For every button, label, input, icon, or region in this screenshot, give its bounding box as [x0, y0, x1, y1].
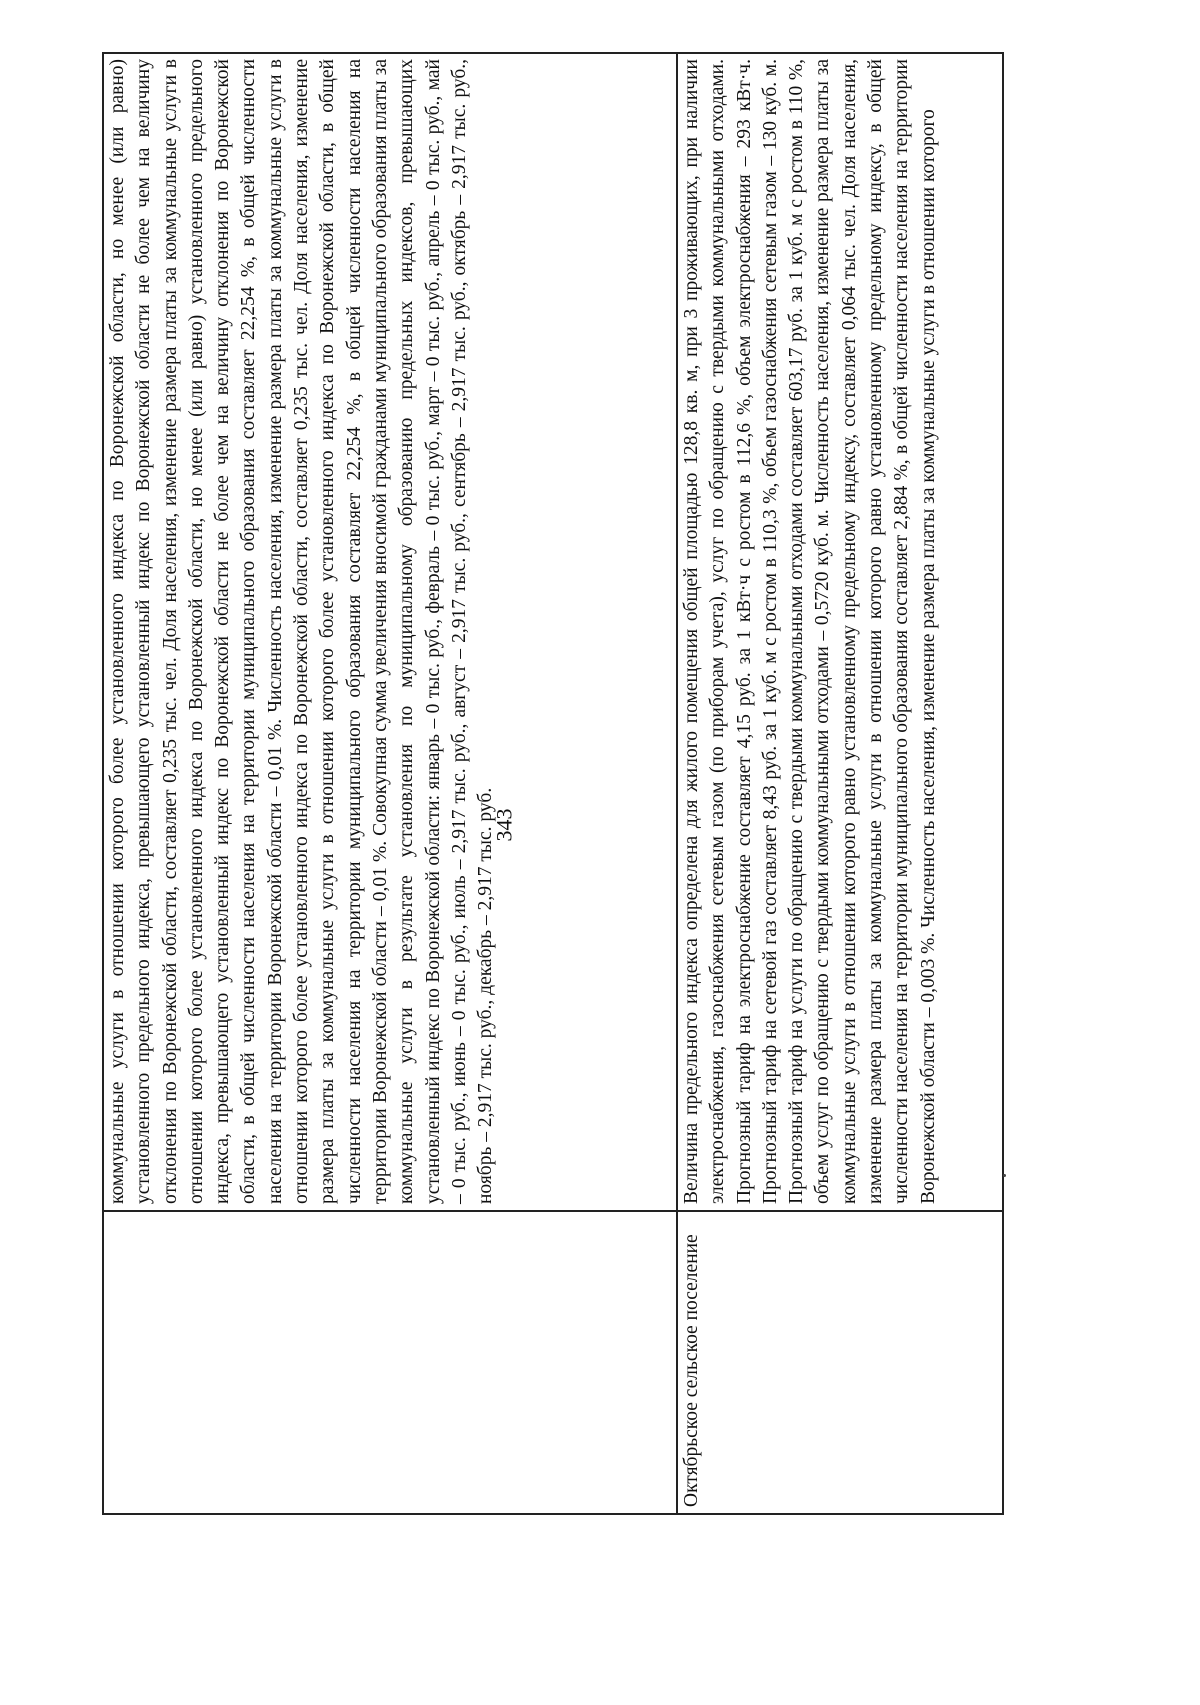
rotated-table-wrapper	[102, 59, 1002, 1515]
rotated-table-inner	[102, 59, 1002, 1515]
settlement-name-cell: Октябрьское сельское поселение	[677, 1211, 1003, 1514]
page-number: 343	[491, 808, 517, 842]
description-cell: Величина предельного индекса определена для жилого помещения общей площадью 128,8 кв. м, при 3 проживающих, при наличии электроснабжения, газоснабжения сетевым газом (по приборам учета), услуг по обращению с твердыми коммунальными отходами. Прогнозный тариф на электроснабжение составляет 4,15 руб. за 1 кВт·ч с ростом в 112,6 %, объем электроснабжения – 293 кВт·ч. Прогнозный тариф на сетевой газ составляет 8,43 руб. за 1 куб. м с ростом в 110,3 %, объем газоснабжения сетевым газом – 130 куб. м. Прогнозный тариф на услуги по обращению с твердыми коммунальными отходами составляет 603,17 руб. за 1 куб. м с ростом в 110 %, объем услуг по обращению с твердыми коммунальными отходами – 0,5720 куб. м. Численность населения, изменение размера платы за коммунальные услуги в отношении которого равно установленному предельному индексу, составляет 0,064 тыс. чел. Доля населения, изменение размера платы за коммунальные услуги в отношении которого равно установленному предельному индексу, в общей численности населения на территории муниципального образования составляет 2,884 %, в общей численности населения на территории Воронежской области – 0,003 %. Численность населения, изменение размера платы за коммунальные услуги в отношении которого	[677, 53, 1003, 1211]
description-cell: коммунальные услуги в отношении которого более установленного индекса по Воронежской области, но менее (или равно) установленного предельного индекса, превышающего установленный индекс по Воронежской области не более чем на величину отклонения по Воронежской области, составляет 0,235 тыс. чел. Доля населения, изменение размера платы за коммунальные услуги в отношении которого более установленного индекса по Воронежской области, но менее (или равно) установленного предельного индекса, превышающего установленный индекс по Воронежской области не более чем на величину отклонения по Воронежской области, в общей численности населения на территории муниципального образования составляет 22,254 %, в общей численности населения на территории Воронежской области – 0,01 %. Численность населения, изменение размера платы за коммунальные услуги в отношении которого более установленного индекса по Воронежской области, составляет 0,235 тыс. чел. Доля населения, изменение размера платы за коммунальные услуги в отношении которого более установленного индекса по Воронежской области, в общей численности населения на территории муниципального образования составляет 22,254 %, в общей численности населения на территории Воронежской области – 0,01 %. Совокупная сумма увеличения вносимой гражданами муниципального образования платы за коммунальные услуги в результате установления по муниципальному образованию предельных индексов, превышающих установленный индекс по Воронежской области: январь – 0 тыс. руб., февраль – 0 тыс. руб., март – 0 тыс. руб., апрель – 0 тыс. руб., май – 0 тыс. руб., июнь – 0 тыс. руб., июль – 2,917 тыс. руб., август – 2,917 тыс. руб., сентябрь – 2,917 тыс. руб., октябрь – 2,917 тыс. руб., ноябрь – 2,917 тыс. руб., декабрь – 2,917 тыс. руб.	[103, 53, 677, 1211]
document-table	[102, 52, 1004, 1515]
settlement-name-cell	[103, 1211, 677, 1514]
table-row	[677, 53, 1003, 1514]
table-row	[103, 53, 677, 1514]
scan-speck	[1003, 1174, 1006, 1177]
